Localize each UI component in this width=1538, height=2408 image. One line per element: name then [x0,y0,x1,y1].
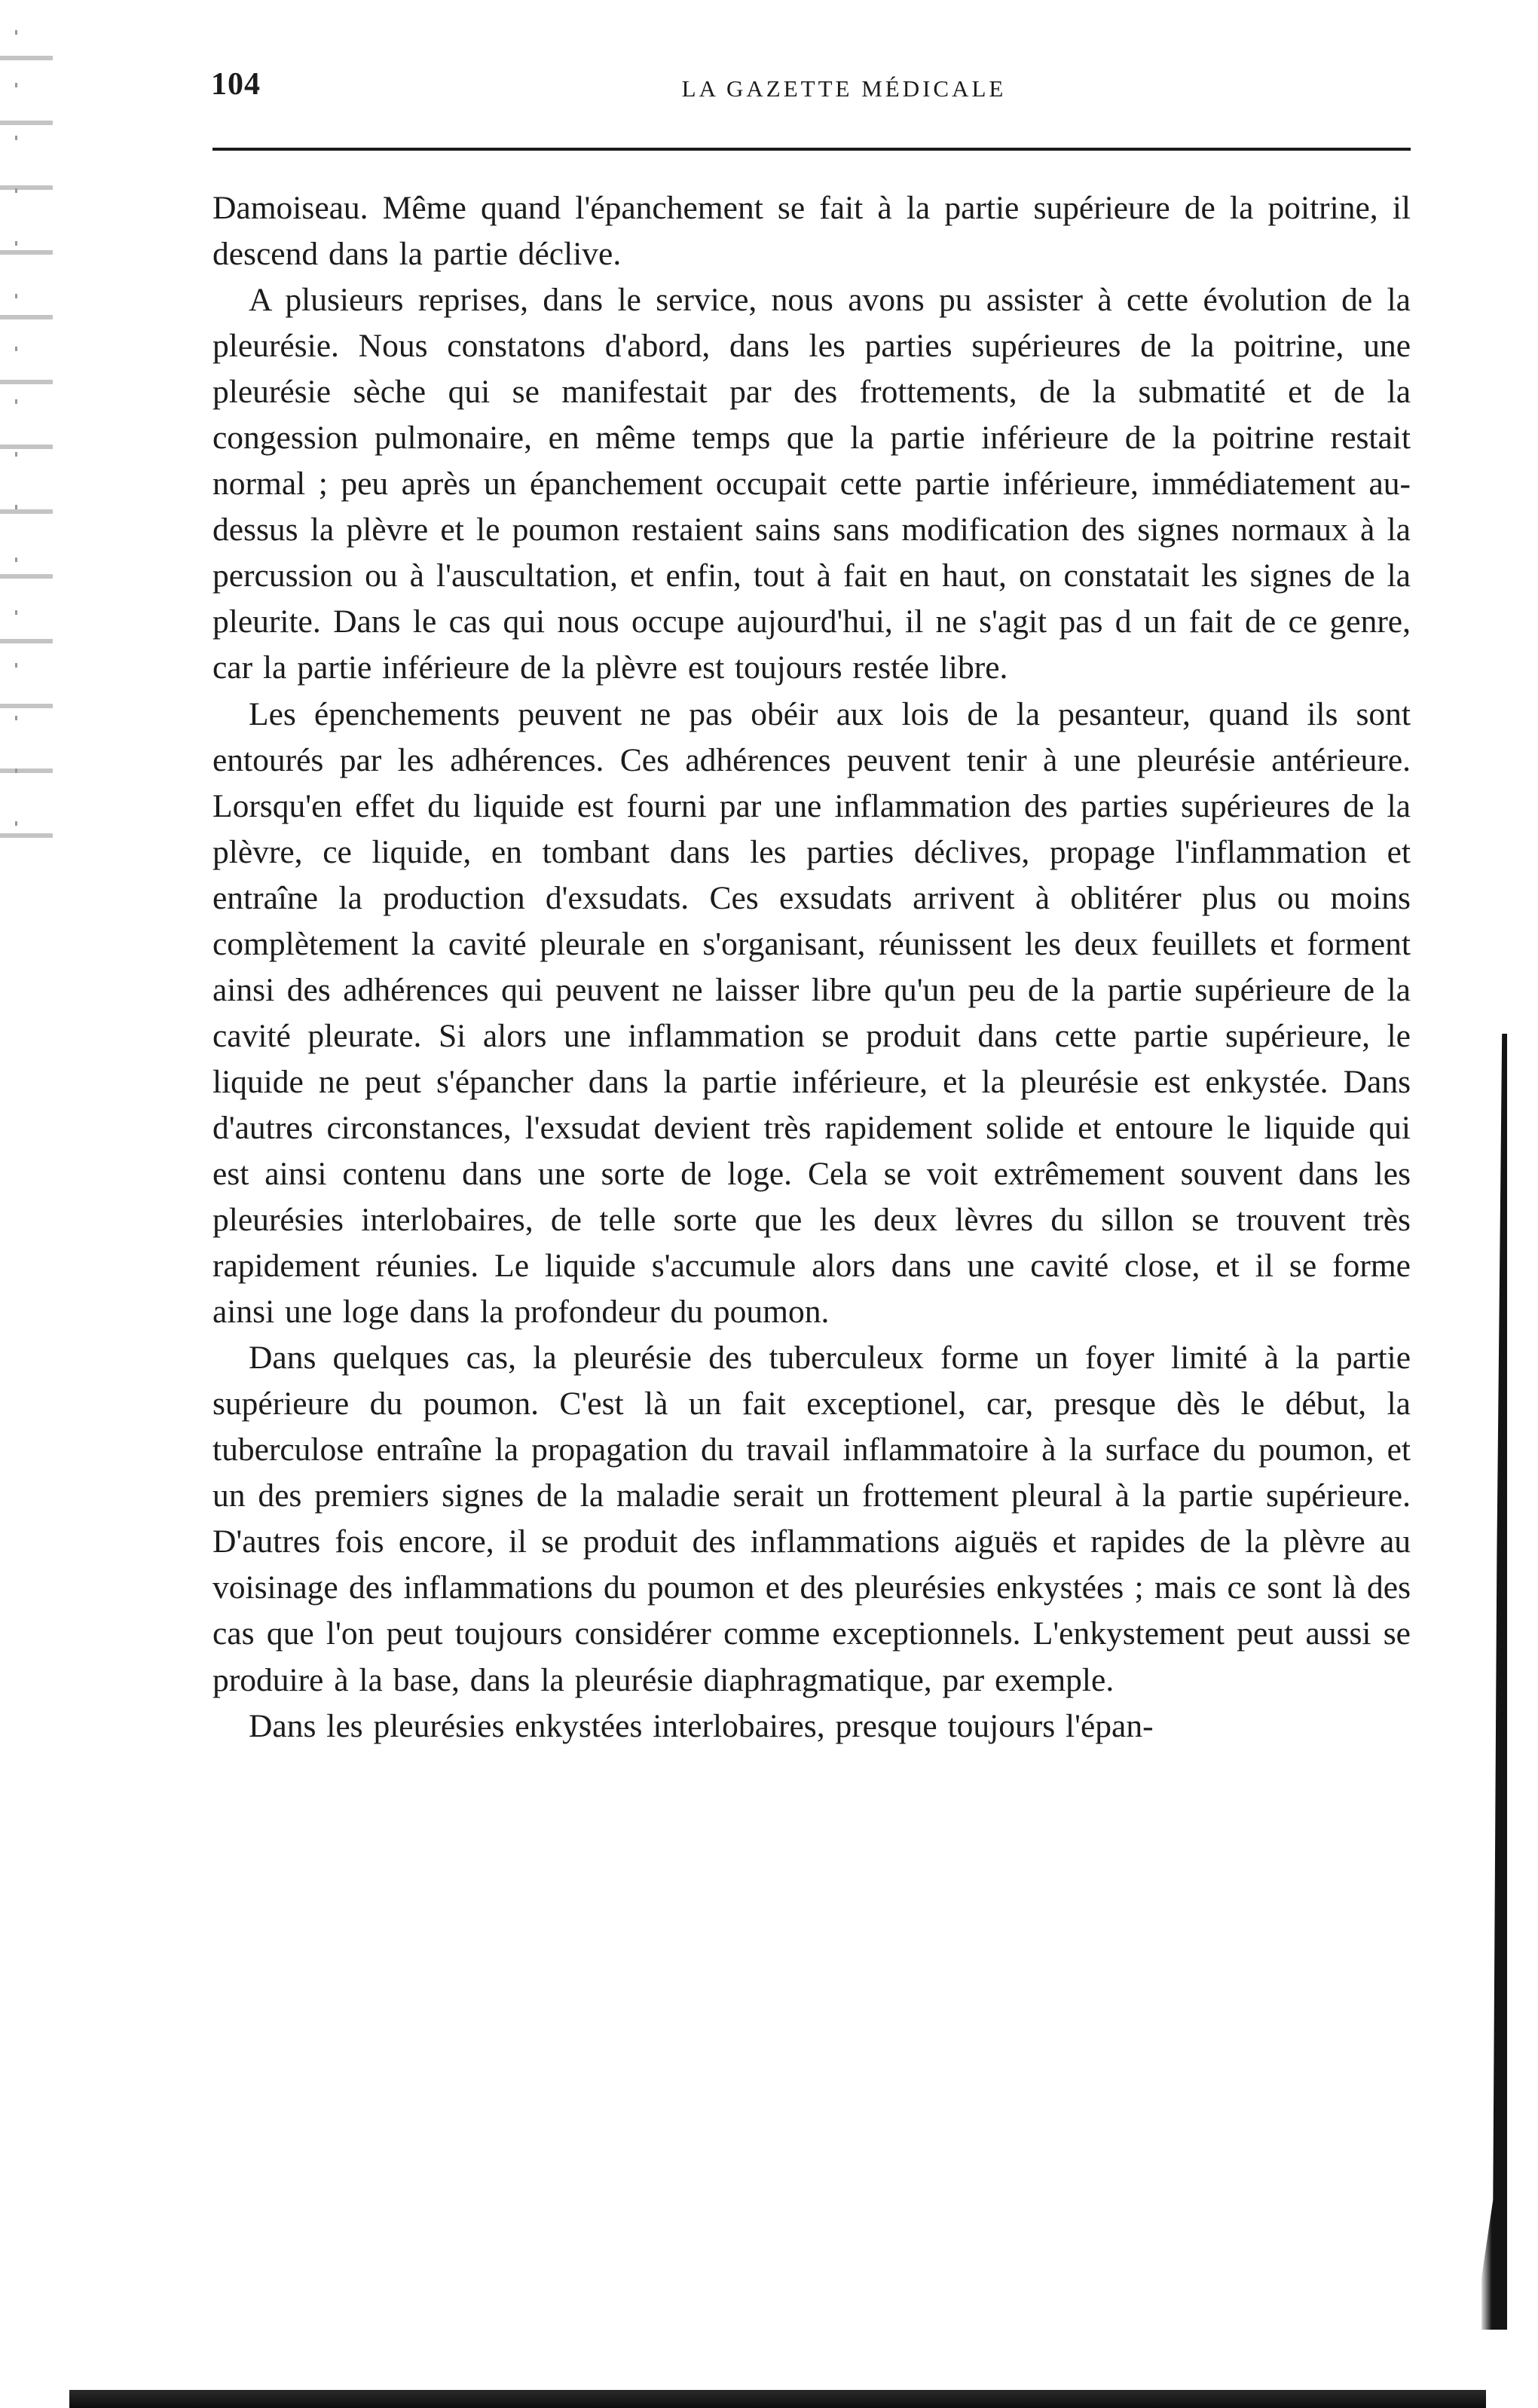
header-rule [213,148,1411,151]
page-header [211,66,1409,112]
paragraph: A plusieurs reprises, dans le service, nous avons pu assister à cette évolution de la pleurésie. Nous constatons d'abord, dans les parties supérieures de la poitrine, une pleurésie sèche qui se manifestait par des frottements, de la submatité et de la congession pulmonaire, en même temps que la partie inférieure de la poitrine restait normal ; peu après un épanchement occupait cette partie inférieure, immédiatement au-dessus la plèvre et le poumon restaient sains sans modification des signes normaux à la percussion ou à l'auscultation, et enfin, tout à fait en haut, on constatait les signes de la pleurite. Dans le cas qui nous occupe aujourd'hui, il ne s'agit pas d un fait de ce genre, car la partie inférieure de la plèvre est toujours restée libre. [213,282,1411,686]
scan-binding-shadow [1481,1034,1507,2330]
running-title: LA GAZETTE MÉDICALE [681,75,1007,102]
scan-margin-marks [0,30,53,859]
paragraph: Les épenchements peuvent ne pas obéir aux lois de la pesanteur, quand ils sont entourés par les adhérences. Ces adhérences peuvent tenir à une pleurésie antérieure. Lorsqu'en effet du liquide est fourni par une inflammation des parties supérieures de la plèvre, ce liquide, en tombant dans les parties déclives, propage l'inflammation et entraîne la production d'exsudats. Ces exsudats arrivent à oblitérer plus ou moins complètement la cavité pleurale en s'organisant, réunissent les deux feuillets et forment ainsi des adhérences qui peuvent ne laisser libre qu'un peu de la partie supérieure de la cavité pleurate. Si alors une inflammation se produit dans cette partie supérieure, le liquide ne peut s'épancher dans la partie inférieure, et la pleurésie est enkystée. Dans d'autres circonstances, l'exsudat devient très rapidement solide et entoure le liquide qui est ainsi contenu dans une sorte de loge. Cela se voit extrêmement souvent dans les pleurésies interlobaires, de telle sorte que les deux lèvres du sillon se trouvent très rapidement réunies. Le liquide s'accumule alors dans une cavité close, et il se forme ainsi une loge dans la profondeur du poumon. [213,695,1411,1331]
article-body [213,185,1411,1749]
paragraph: Dans quelques cas, la pleurésie des tuberculeux forme un foyer limité à la partie supérieure du poumon. C'est là un fait exceptionel, car, presque dès le début, la tuberculose entraîne la propagation du travail inflammatoire à la surface du poumon, et un des premiers signes de la maladie serait un frottement pleural à la partie supérieure. D'autres fois encore, il se produit des inflammations aiguës et rapides de la plèvre au voisinage des inflammations du poumon et des pleurésies enkystées ; mais ce sont là des cas que l'on peut toujours considérer comme exceptionnels. L'enkystement peut aussi se produire à la base, dans la pleurésie diaphragmatique, par exemple. [213,1340,1411,1698]
scan-bottom-shadow [69,2390,1486,2408]
paragraph: Dans les pleurésies enkystées interlobaires, presque toujours l'épan- [249,1707,1154,1744]
paragraph: Damoiseau. Même quand l'épanchement se fait à la partie supérieure de la poitrine, il descend dans la partie déclive. [213,190,1411,273]
page-number: 104 [211,67,261,102]
